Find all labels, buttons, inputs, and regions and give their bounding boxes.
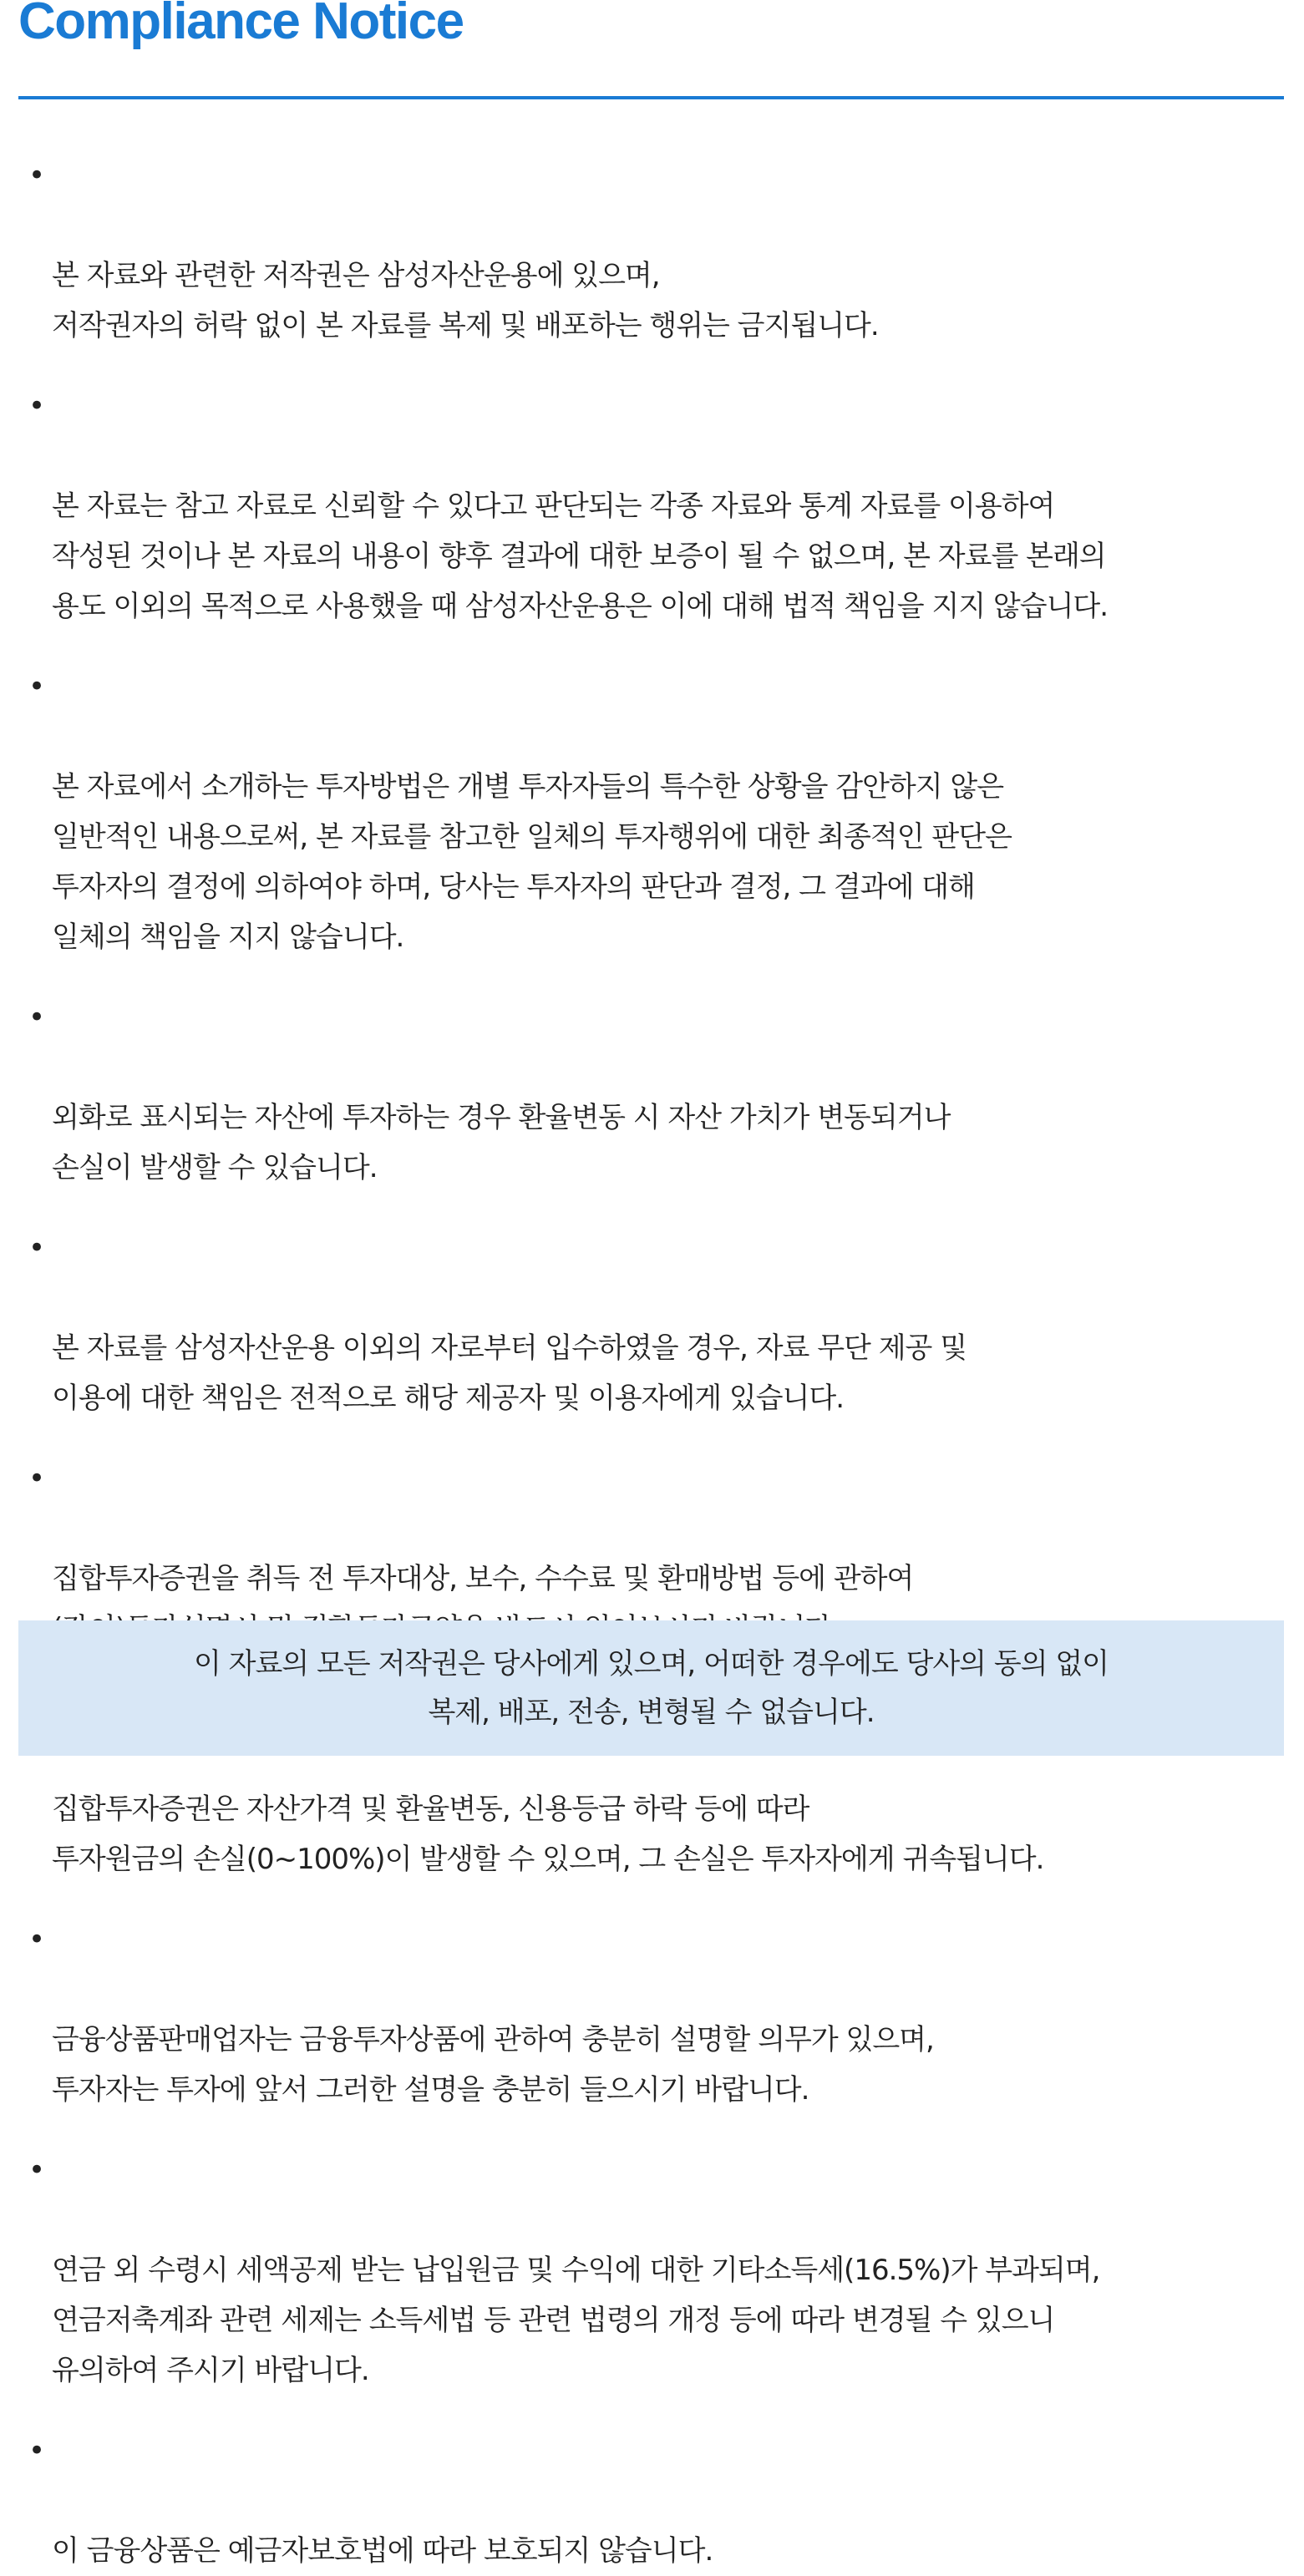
notice-text: 본 자료는 참고 자료로 신뢰할 수 있다고 판단되는 각종 자료와 통계 자료를 이용하여 작성된 것이나 본 자료의 내용이 향후 결과에 대한 보증이 될 수 없으며, 본 자료를 본래의 용도 이외의 목적으로 사용했을 때 삼성자산운용은 이에 대해 법적 책임을 지지 않습니다. [52,489,1109,623]
bullet-icon: • [28,1001,45,1034]
notice-item [25,992,1278,1193]
notice-text: 연금 외 수령시 세액공제 받는 납입원금 및 수익에 대한 기타소득세(16.5%)가 부과되며, 연금저축계좌 관련 세제는 소득세법 등 관련 법령의 개정 등에 따라 변경될 수 있으니 유의하여 주시기 바랍니다. [52,2254,1100,2387]
notice-text: 본 자료를 삼성자산운용 이외의 자로부터 입수하였을 경우, 자료 무단 제공 및 이용에 대한 책임은 전적으로 해당 제공자 및 이용자에게 있습니다. [52,1331,967,1415]
notice-list [25,150,1278,2576]
notice-text: 본 자료와 관련한 저작권은 삼성자산운용에 있으며, 저작권자의 허락 없이 본 자료를 복제 및 배포하는 행위는 금지됩니다. [52,259,879,342]
notice-item [25,1914,1278,2115]
copyright-text: 이 자료의 모든 저작권은 당사에게 있으며, 어떠한 경우에도 당사의 동의 없이 복제, 배포, 전송, 변형될 수 없습니다. [193,1647,1109,1729]
copyright-footer [18,1620,1284,1756]
notice-text: 집합투자증권을 취득 전 투자대상, 보수, 수수료 및 환매방법 등에 관하여 [52,1562,914,1595]
bullet-icon: • [28,1923,45,1956]
page-title: Compliance Notice [18,0,464,50]
bullet-icon: • [28,670,45,703]
notice-text: 본 자료에서 소개하는 투자방법은 개별 투자자들의 특수한 상황을 감안하지 않은 일반적인 내용으로써, 본 자료를 참고한 일체의 투자행위에 대한 최종적인 판단은 투자자의 결정에 의하여야 하며, 당사는 투자자의 판단과 결정, 그 결과에 대해 일체의 책임을 지지 않습니다. [52,770,1012,954]
bullet-icon: • [28,2153,45,2187]
notice-item [25,381,1278,631]
notice-item [25,2145,1278,2396]
bullet-icon: • [28,389,45,423]
title-divider [18,96,1284,99]
notice-item [25,1223,1278,1423]
bullet-icon: • [28,159,45,192]
notice-text: 집합투자증권은 자산가격 및 환율변동, 신용등급 하락 등에 따라 투자원금의 손실(0~100%)이 발생할 수 있으며, 그 손실은 투자자에게 귀속됩니다. [52,1793,1044,1876]
notice-item [25,662,1278,962]
bullet-icon: • [28,1462,45,1495]
notice-text: 외화로 표시되는 자산에 투자하는 경우 환율변동 시 자산 가치가 변동되거나 손실이 발생할 수 있습니다. [52,1101,951,1184]
notice-text: 금융상품판매업자는 금융투자상품에 관하여 충분히 설명할 의무가 있으며, 투자자는 투자에 앞서 그러한 설명을 충분히 들으시기 바랍니다. [52,2023,934,2107]
bullet-icon: • [28,2434,45,2467]
notice-text: 이 금융상품은 예금자보호법에 따라 보호되지 않습니다. [52,2534,713,2568]
notice-item [25,150,1278,351]
notice-item [25,2426,1278,2576]
bullet-icon: • [28,1231,45,1265]
